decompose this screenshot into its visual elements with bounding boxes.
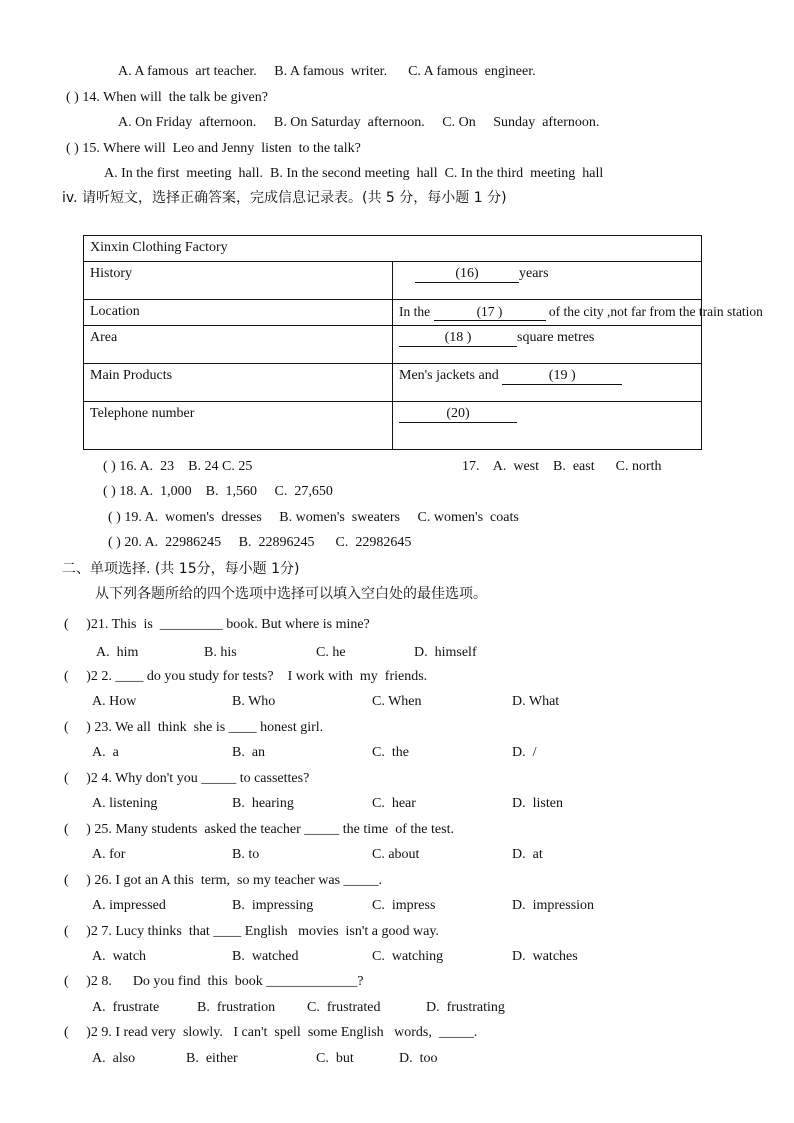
option-d[interactable]: D. What [512,694,560,709]
row-label: History [84,262,393,300]
question-stem: ( )2 7. Lucy thinks that ____ English movies isn't a good way. [64,924,439,939]
row-suffix: of the city ,not far from the train station [545,304,763,319]
option-b[interactable]: B. to [232,847,260,862]
table-row [84,326,702,364]
row-label: Main Products [84,364,393,402]
q15-options: A. In the first meeting hall. B. In the second meeting hall C. In the third meeting hall [104,166,604,181]
question-stem: ( )2 4. Why don't you _____ to cassettes? [64,771,310,786]
option-b[interactable]: B. impressing [232,898,314,913]
q20: ( ) 20. A. 22986245 B. 22896245 C. 22982645 [108,535,412,550]
blank-19[interactable]: (19 ) [502,368,622,385]
row-label: Location [84,300,393,326]
q16: ( ) 16. A. 23 B. 24 C. 25 [103,459,253,474]
option-c[interactable]: C. impress [372,898,436,913]
row-value [393,326,702,364]
blank-16[interactable]: (16) [415,266,519,283]
option-c[interactable]: C. hear [372,796,416,811]
option-b[interactable]: B. hearing [232,796,294,811]
blank-17[interactable]: (17 ) [434,304,546,321]
option-a[interactable]: A. How [92,694,137,709]
info-record-table [83,235,763,450]
option-d[interactable]: D. watches [512,949,578,964]
option-a[interactable]: A. also [92,1051,136,1066]
table-row [84,402,702,450]
row-value [393,364,702,402]
table-row [84,300,702,326]
option-a[interactable]: A. for [92,847,126,862]
option-b[interactable]: B. watched [232,949,299,964]
option-d[interactable]: D. / [512,745,537,760]
option-d[interactable]: D. listen [512,796,563,811]
table-title: Xinxin Clothing Factory [84,236,702,262]
q19: ( ) 19. A. women's dresses B. women's sweaters C. women's coats [108,510,519,525]
option-d[interactable]: D. too [399,1051,438,1066]
row-label: Area [84,326,393,364]
question-stem: ( )2 9. I read very slowly. I can't spell some English words, _____. [64,1025,478,1040]
option-d[interactable]: D. impression [512,898,595,913]
blank-20[interactable]: (20) [399,406,517,423]
option-a[interactable]: A. listening [92,796,158,811]
option-c[interactable]: C. watching [372,949,444,964]
row-value [393,402,702,450]
q18: ( ) 18. A. 1,000 B. 1,560 C. 27,650 [103,484,333,499]
row-suffix: square metres [517,330,595,345]
option-a[interactable]: A. a [92,745,119,760]
question-stem: ( ) 23. We all think she is ____ honest girl. [64,720,324,735]
option-b[interactable]: B. Who [232,694,276,709]
option-b[interactable]: B. his [204,645,237,660]
option-c[interactable]: C. he [316,645,346,660]
row-value [393,300,763,326]
q13-options: A. A famous art teacher. B. A famous writer. C. A famous engineer. [118,64,536,79]
question-stem: ( )21. This is _________ book. But where is mine? [64,617,370,632]
option-a[interactable]: A. him [96,645,139,660]
option-c[interactable]: C. about [372,847,420,862]
row-label: Telephone number [84,402,393,450]
question-stem: ( )2 2. ____ do you study for tests? I work with my friends. [64,669,428,684]
section-2-instruction: 从下列各题所给的四个选项中选择可以填入空白处的最佳选项。 [95,586,487,602]
row-prefix: In the [399,304,434,319]
q14-stem: ( ) 14. When will the talk be given? [66,90,268,105]
section-4-heading: iv. 请听短文，选择正确答案，完成信息记录表。(共 5 分，每小题 1 分) [62,190,507,206]
table-row [84,364,702,402]
question-stem: ( ) 25. Many students asked the teacher _____ the time of the test. [64,822,454,837]
q15-stem: ( ) 15. Where will Leo and Jenny listen to the talk? [66,141,361,156]
question-stem: ( ) 26. I got an A this term, so my teacher was _____. [64,873,383,888]
option-d[interactable]: D. himself [414,645,477,660]
option-c[interactable]: C. but [316,1051,354,1066]
option-c[interactable]: C. frustrated [307,1000,381,1015]
option-b[interactable]: B. either [186,1051,238,1066]
option-a[interactable]: A. frustrate [92,1000,160,1015]
option-d[interactable]: D. at [512,847,543,862]
row-prefix: Men's jackets and [399,368,503,383]
question-stem: ( )2 8. Do you find this book _____________? [64,974,364,989]
row-suffix: years [519,266,549,281]
option-a[interactable]: A. impressed [92,898,166,913]
blank-18[interactable]: (18 ) [399,330,517,347]
option-b[interactable]: B. an [232,745,266,760]
q17: 17. A. west B. east C. north [462,459,662,474]
option-c[interactable]: C. the [372,745,409,760]
option-d[interactable]: D. frustrating [426,1000,505,1015]
option-c[interactable]: C. When [372,694,422,709]
option-b[interactable]: B. frustration [197,1000,276,1015]
row-value [393,262,702,300]
table-row [84,262,702,300]
section-2-heading: 二、单项选择. (共 15分，每小题 1分) [62,561,300,577]
option-a[interactable]: A. watch [92,949,147,964]
q14-options: A. On Friday afternoon. B. On Saturday afternoon. C. On Sunday afternoon. [118,115,600,130]
